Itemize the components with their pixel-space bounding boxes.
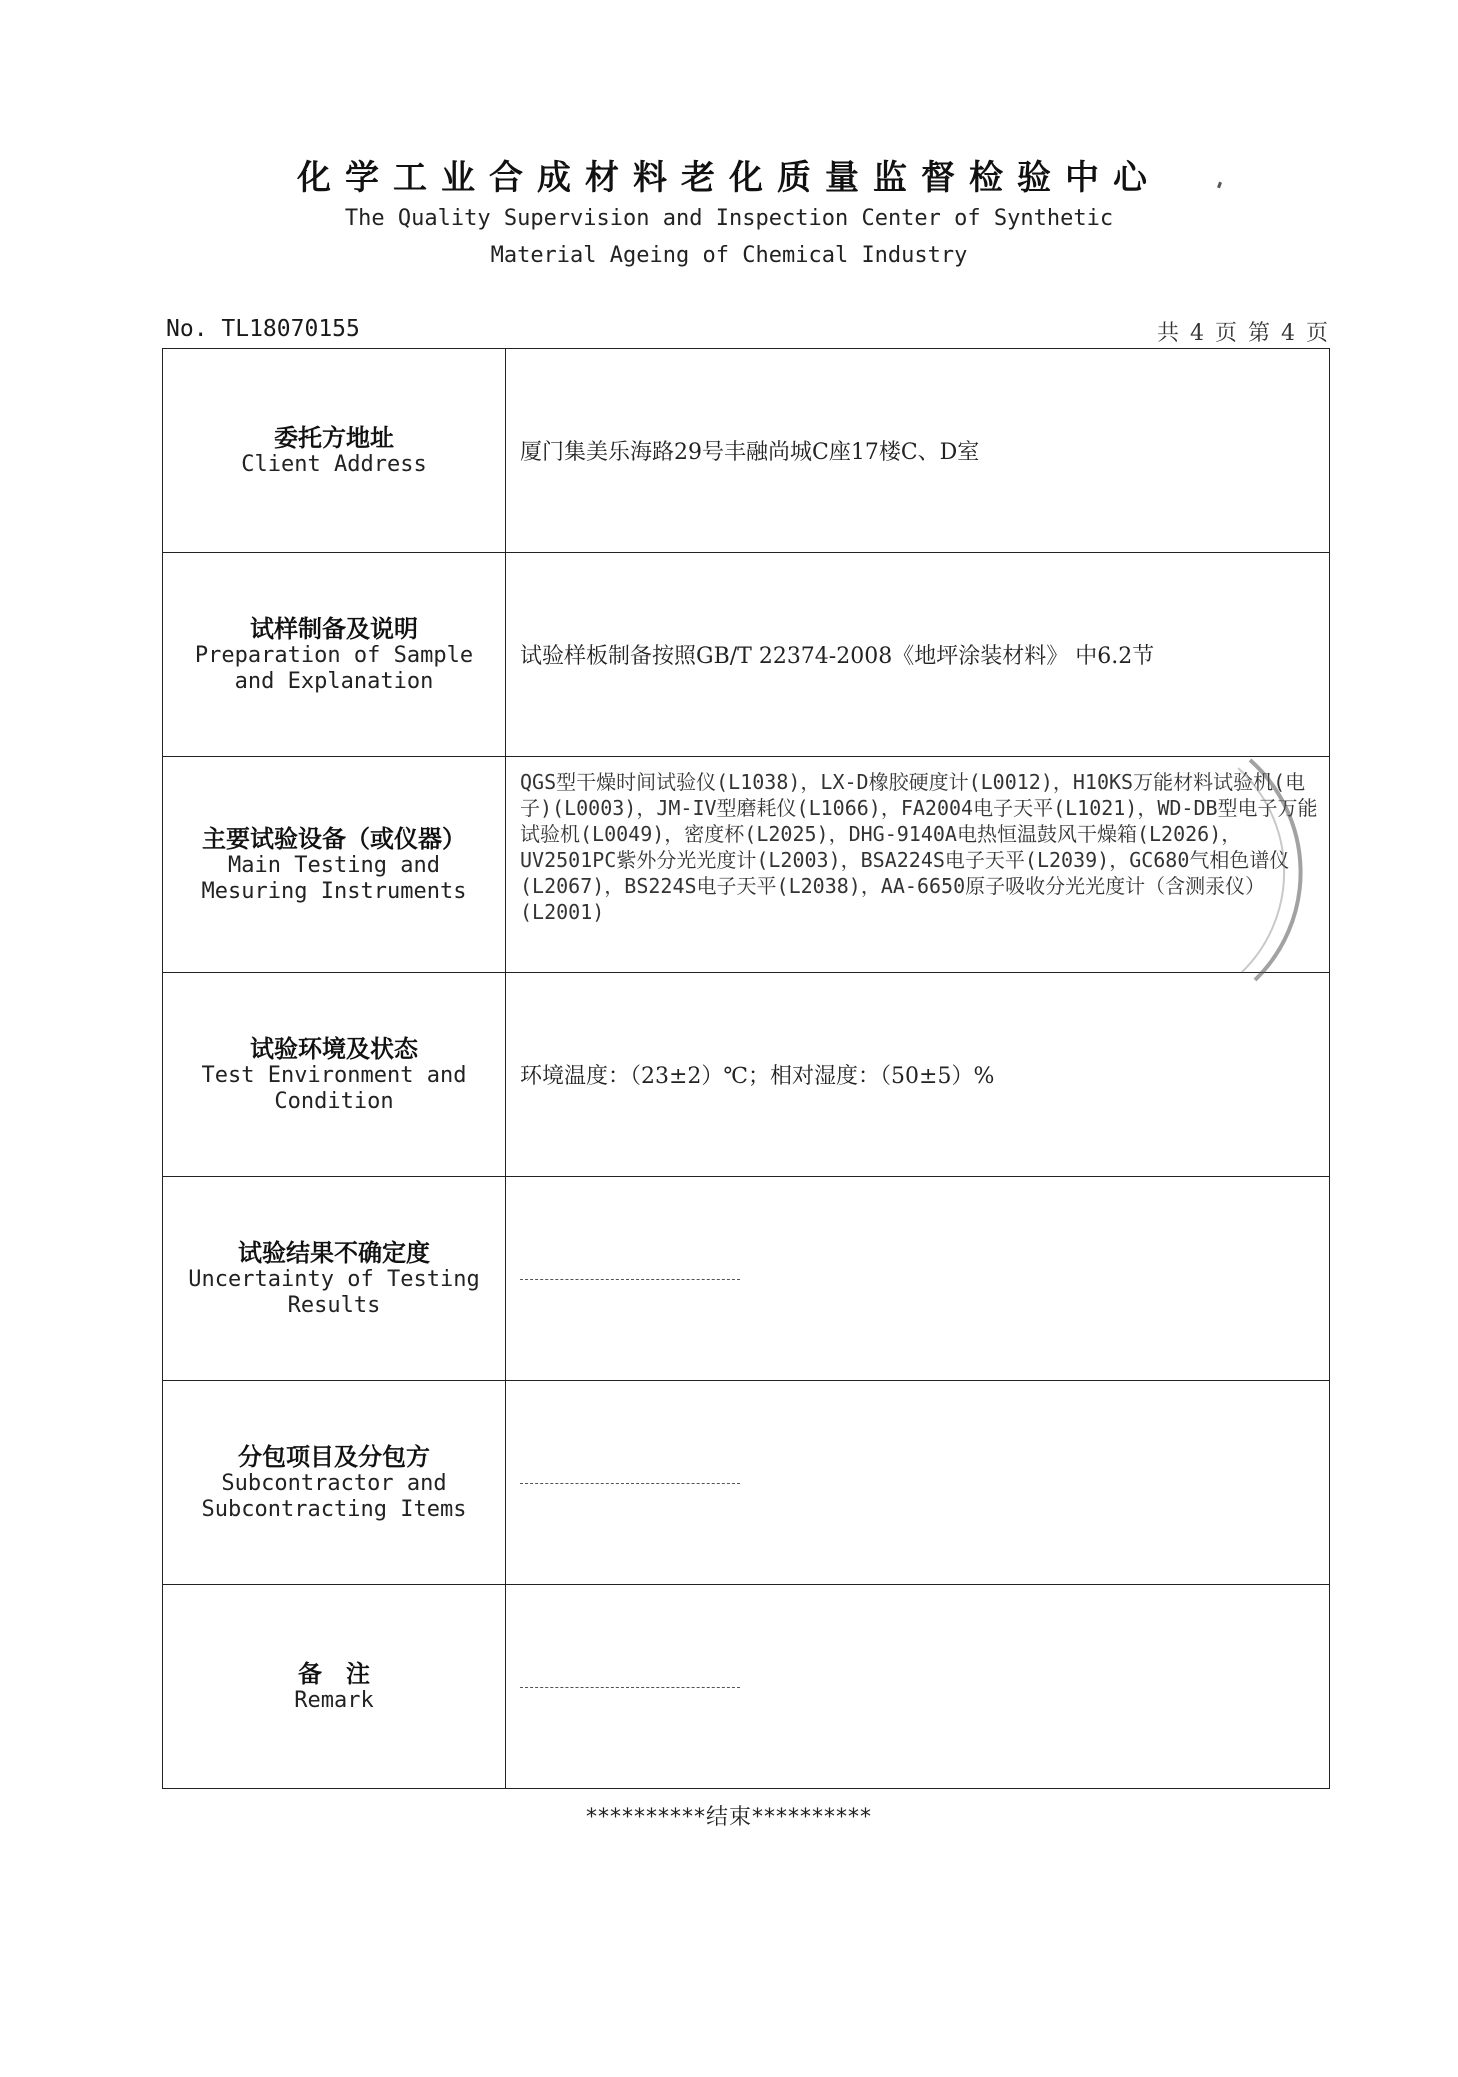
sample-preparation-label-en: Preparation of Sample and Explanation	[194, 642, 474, 694]
report-number: No. TL18070155	[166, 316, 360, 342]
subcontractor-label-cn: 分包项目及分包方	[238, 1442, 430, 1471]
page-info: 共 4 页 第 4 页	[1157, 321, 1330, 346]
label-cell	[163, 1177, 506, 1381]
report-table	[162, 348, 1330, 1789]
subcontractor-label-en: Subcontractor and Subcontracting Items	[201, 1470, 467, 1522]
subcontractor-value	[506, 1381, 1330, 1585]
table-row-uncertainty	[163, 1177, 1330, 1381]
center-title-en-line1: The Quality Supervision and Inspection Center of Synthetic	[344, 206, 1114, 231]
test-environment-label-en: Test Environment and Condition	[201, 1062, 467, 1114]
client-address-value: 厦门集美乐海路29号丰融尚城C座17楼C、D室	[506, 349, 1330, 553]
empty-dash-line	[520, 1687, 740, 1688]
remark-label-en: Remark	[294, 1687, 374, 1713]
label-cell	[163, 1585, 506, 1789]
table-row-instruments	[163, 757, 1330, 973]
empty-dash-line	[520, 1483, 740, 1484]
table-row-client-address	[163, 349, 1330, 553]
label-cell	[163, 349, 506, 553]
label-cell	[163, 757, 506, 973]
uncertainty-value	[506, 1177, 1330, 1381]
center-title-en-line2: Material Ageing of Chemical Industry	[490, 243, 968, 268]
instruments-value: QGS型干燥时间试验仪(L1038)，LX-D橡胶硬度计(L0012)，H10KS万能材料试验机(电子)(L0003)，JM-IV型磨耗仪(L1066)，FA2004电子天平(L1021)，WD-DB型电子万能试验机(L0049)，密度杯(L2025)，DHG-9140A电热恒温鼓风干燥箱(L2026)，UV2501PC紫外分光光度计(L2003)，BSA224S电子天平(L2039)，GC680气相色谱仪(L2067)，BS224S电子天平(L2038)，AA-6650原子吸收分光光度计（含测汞仪）(L2001)	[506, 757, 1330, 973]
remark-label-cn: 备 注	[298, 1659, 370, 1688]
uncertainty-label-cn: 试验结果不确定度	[238, 1238, 430, 1267]
client-address-label-en: Client Address	[241, 451, 427, 477]
label-cell	[163, 553, 506, 757]
sample-preparation-value: 试验样板制备按照GB/T 22374-2008《地坪涂装材料》 中6.2节	[506, 553, 1330, 757]
table-row-test-environment	[163, 973, 1330, 1177]
test-environment-label-cn: 试验环境及状态	[250, 1034, 418, 1063]
client-address-label-cn: 委托方地址	[274, 423, 394, 452]
remark-value	[506, 1585, 1330, 1789]
empty-dash-line	[520, 1279, 740, 1280]
uncertainty-label-en: Uncertainty of Testing Results	[188, 1266, 480, 1318]
table-row-subcontractor	[163, 1381, 1330, 1585]
test-environment-value: 环境温度：（23±2）℃；相对湿度：（50±5）%	[506, 973, 1330, 1177]
table-row-sample-preparation	[163, 553, 1330, 757]
end-of-report-mark: **********结束**********	[585, 1805, 872, 1830]
label-cell	[163, 1381, 506, 1585]
instruments-label-cn: 主要试验设备（或仪器）	[202, 824, 466, 853]
instruments-label-en: Main Testing and Mesuring Instruments	[201, 852, 467, 904]
center-title-cn: 化学工业合成材料老化质量监督检验中心	[297, 158, 1161, 198]
table-row-remark	[163, 1585, 1330, 1789]
sample-preparation-label-cn: 试样制备及说明	[250, 614, 418, 643]
label-cell	[163, 973, 506, 1177]
